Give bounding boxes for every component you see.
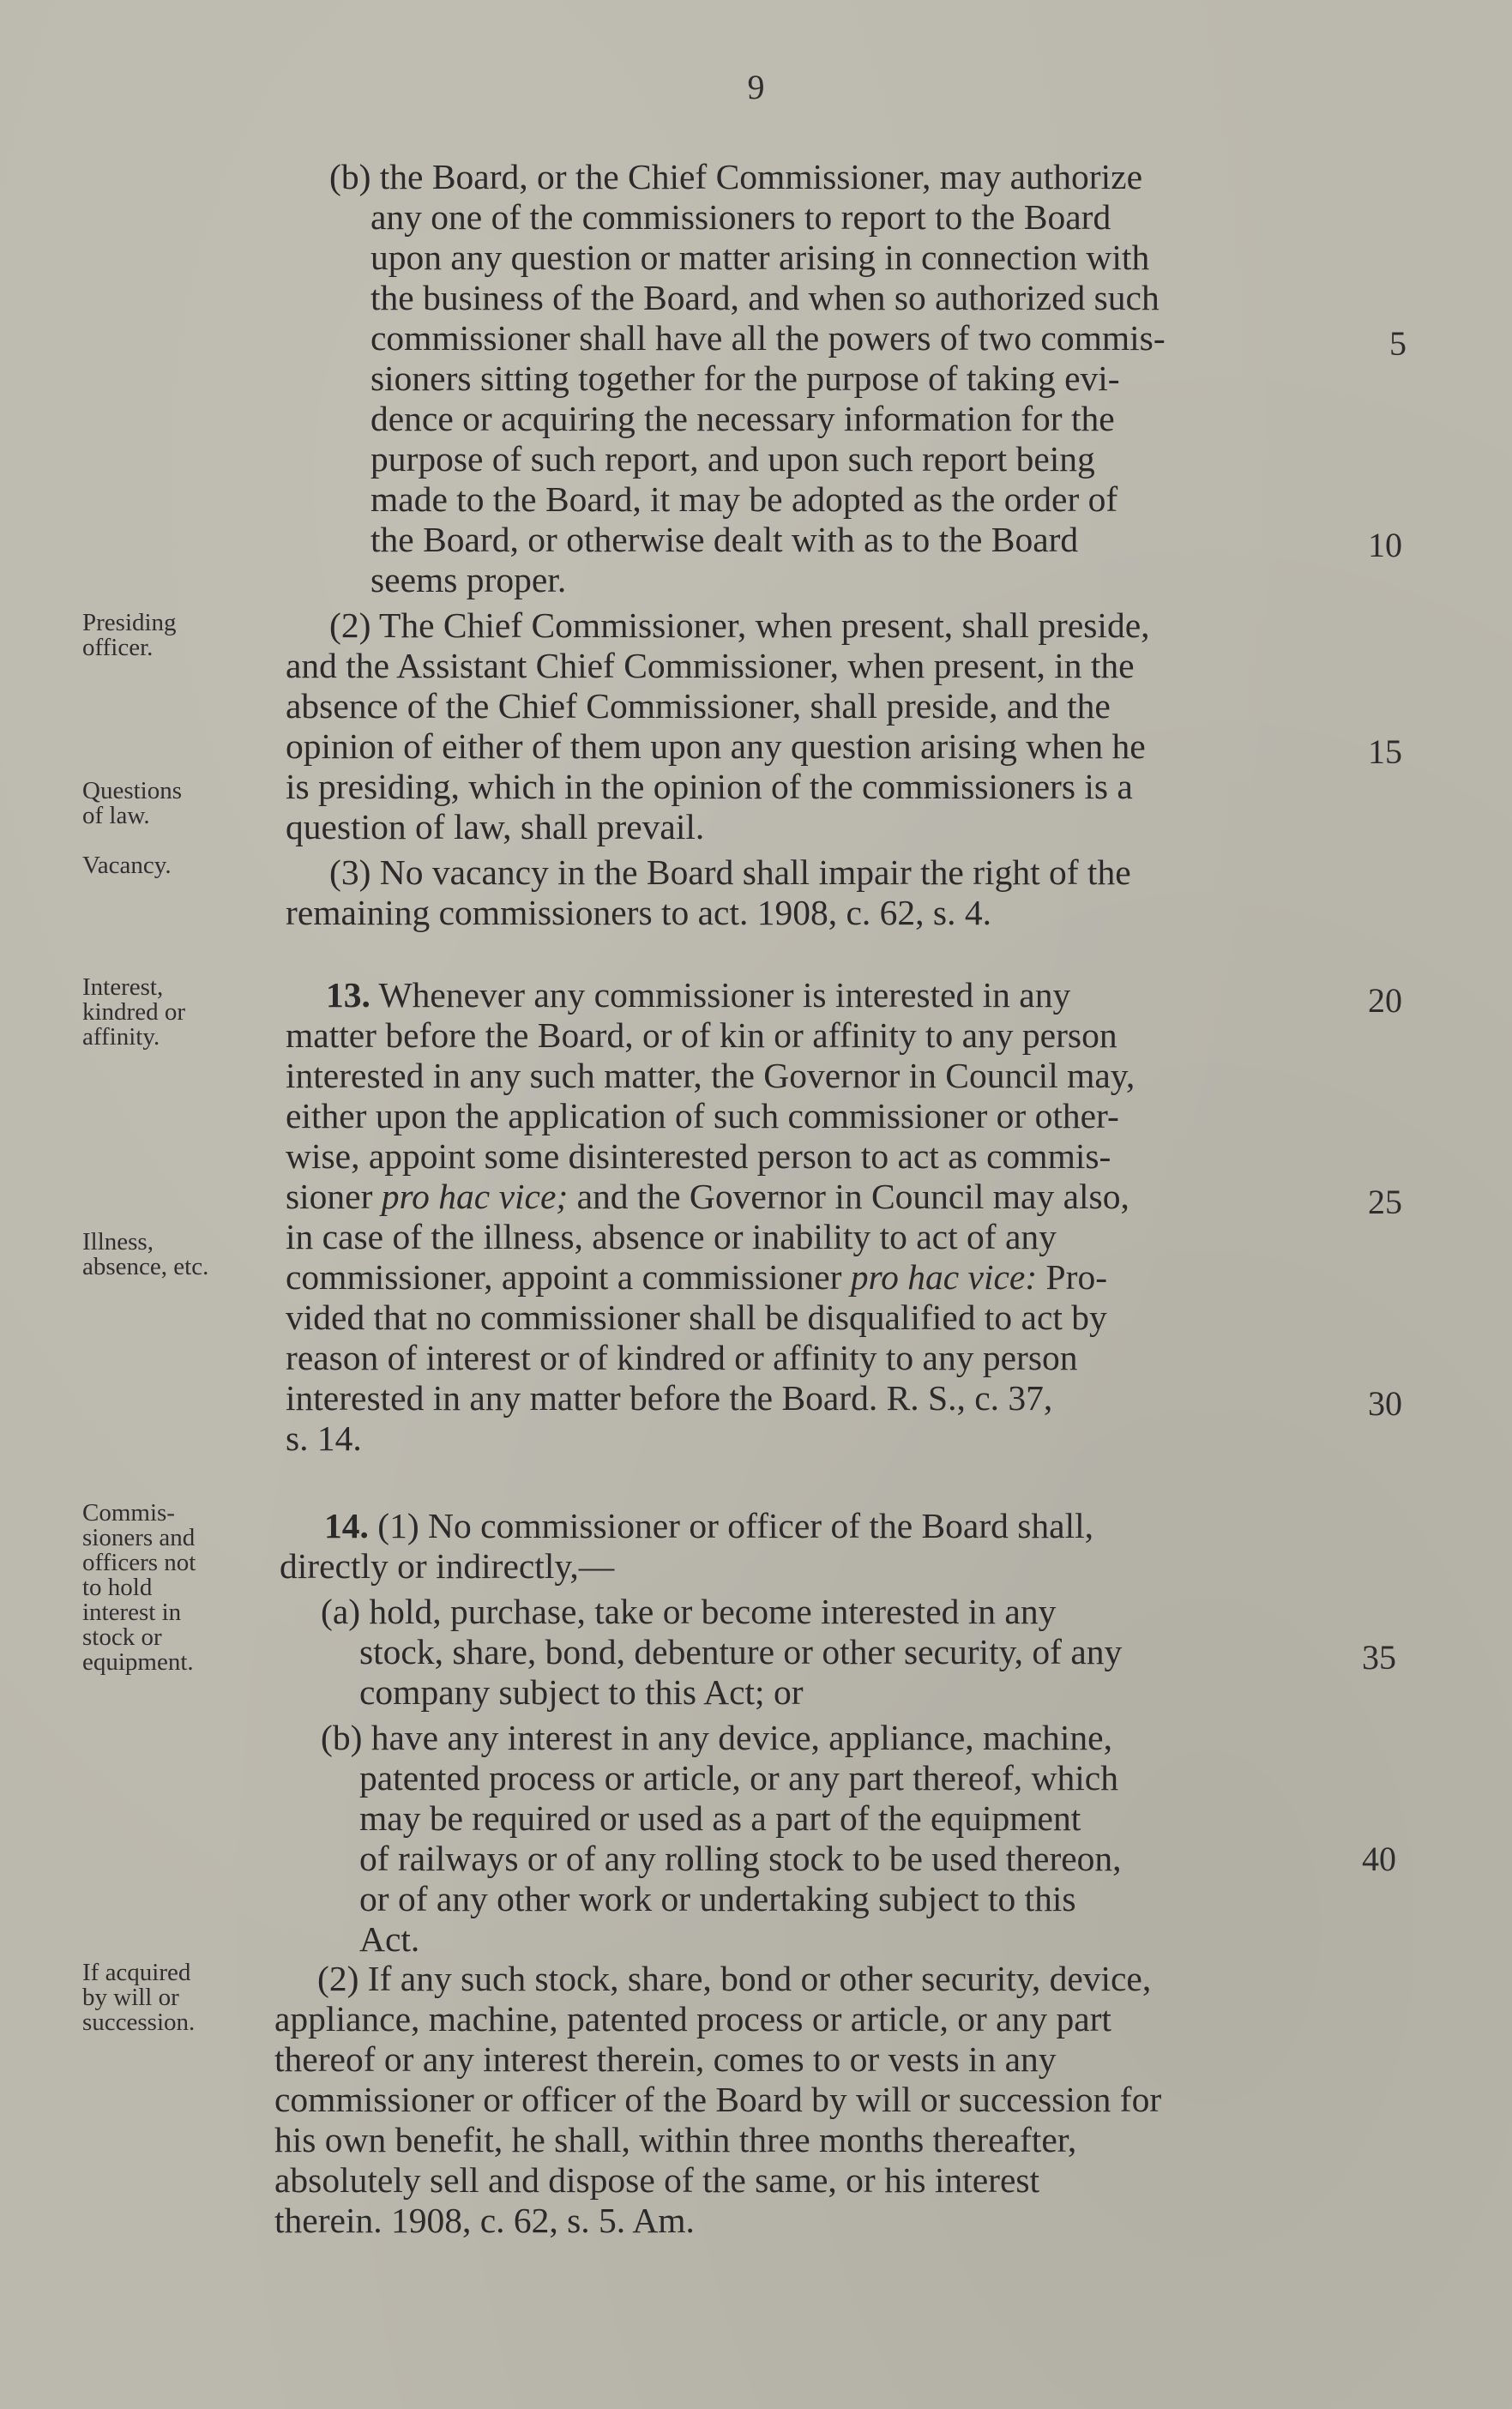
section-14-first-line xyxy=(324,1506,1093,1546)
body-line: and the Assistant Chief Commissioner, when present, in the xyxy=(286,646,1135,685)
body-line: vided that no commissioner shall be disqualified to act by xyxy=(286,1298,1107,1337)
body-line: sioners sitting together for the purpose of taking evi- xyxy=(370,358,1120,398)
italic-latin-phrase: pro hac vice; xyxy=(381,1177,569,1216)
body-line: question of law, shall prevail. xyxy=(286,807,705,846)
body-line: his own benefit, he shall, within three months thereafter, xyxy=(274,2120,1077,2159)
body-line: is presiding, which in the opinion of the commissioners is a xyxy=(286,767,1133,806)
margin-note-line: Illness, xyxy=(82,1228,154,1256)
margin-note-line: to hold xyxy=(82,1574,153,1601)
body-line: (2) The Chief Commissioner, when present, shall preside, xyxy=(329,605,1150,645)
body-line: the Board, or otherwise dealt with as to the Board xyxy=(370,520,1079,559)
margin-note-line: Vacancy. xyxy=(82,852,172,879)
margin-note-line: officer. xyxy=(82,634,154,661)
body-line: (2) If any such stock, share, bond or other security, device, xyxy=(317,1959,1152,1998)
margin-note-illness-absence xyxy=(82,1230,254,1280)
body-line: the business of the Board, and when so authorized such xyxy=(370,278,1160,317)
body-line: patented process or article, or any part thereof, which xyxy=(359,1758,1118,1798)
margin-note-line: Interest, xyxy=(82,973,164,1001)
body-line: company subject to this Act; or xyxy=(359,1672,804,1712)
body-text: and the Governor in Council may also, xyxy=(576,1177,1129,1216)
line-number: 25 xyxy=(1368,1183,1402,1221)
margin-note-questions-of-law xyxy=(82,779,254,828)
section-number: 13. xyxy=(326,975,370,1015)
body-line: commissioner shall have all the powers of two commis- xyxy=(370,318,1166,358)
body-line: remaining commissioners to act. 1908, c. 62, s. 4. xyxy=(286,893,991,932)
body-line: purpose of such report, and upon such report being xyxy=(370,439,1095,479)
margin-note-line: succession. xyxy=(82,2009,196,2036)
line-number: 30 xyxy=(1368,1384,1402,1423)
body-text: sioner xyxy=(286,1177,373,1216)
line-number: 40 xyxy=(1362,1840,1396,1878)
body-line-with-italic xyxy=(286,1177,1129,1217)
body-line: (3) No vacancy in the Board shall impair the right of the xyxy=(329,852,1131,892)
body-line: reason of interest or of kindred or affinity to any person xyxy=(286,1338,1078,1377)
margin-note-line: by will or xyxy=(82,1984,179,2011)
line-number: 10 xyxy=(1368,526,1402,564)
margin-note-line: kindred or xyxy=(82,998,185,1026)
margin-note-line: stock or xyxy=(82,1623,162,1651)
body-line: thereof or any interest therein, comes to or vests in any xyxy=(274,2039,1057,2079)
body-line: wise, appoint some disinterested person to act as commis- xyxy=(286,1136,1111,1176)
margin-note-line: Questions xyxy=(82,777,182,804)
margin-note-no-interest-in-stock xyxy=(82,1501,254,1675)
body-line: absence of the Chief Commissioner, shall preside, and the xyxy=(286,686,1111,726)
margin-note-line: Commis- xyxy=(82,1499,175,1527)
margin-note-line: equipment. xyxy=(82,1648,194,1676)
body-text: (1) No commissioner or officer of the Board shall, xyxy=(377,1506,1094,1545)
body-line: upon any question or matter arising in connection with xyxy=(370,238,1150,277)
margin-note-line: absence, etc. xyxy=(82,1253,209,1280)
body-text: commissioner, appoint a commissioner xyxy=(286,1257,842,1297)
margin-note-line: interest in xyxy=(82,1599,182,1626)
margin-note-interest-kindred xyxy=(82,975,254,1050)
body-line: Act. xyxy=(359,1919,420,1959)
margin-note-presiding-officer xyxy=(82,611,254,660)
margin-note-will-or-succession xyxy=(82,1960,254,2035)
line-number: 5 xyxy=(1389,324,1407,363)
body-line: (b) the Board, or the Chief Commissioner, may authorize xyxy=(329,157,1142,196)
body-text: Whenever any commissioner is interested in any xyxy=(378,975,1071,1015)
body-line: directly or indirectly,— xyxy=(280,1546,615,1586)
line-number: 15 xyxy=(1368,732,1402,771)
body-line: (a) hold, purchase, take or become interested in any xyxy=(321,1592,1057,1631)
body-line: in case of the illness, absence or inability to act of any xyxy=(286,1217,1057,1256)
body-line: dence or acquiring the necessary information for the xyxy=(370,399,1115,438)
body-line: interested in any matter before the Board. R. S., c. 37, xyxy=(286,1378,1053,1418)
body-line: may be required or used as a part of the equipment xyxy=(359,1798,1081,1838)
margin-note-line: Presiding xyxy=(82,609,177,636)
body-line: absolutely sell and dispose of the same, or his interest xyxy=(274,2160,1040,2200)
margin-note-line: officers not xyxy=(82,1549,196,1576)
italic-latin-phrase: pro hac vice: xyxy=(850,1257,1038,1297)
body-line: interested in any such matter, the Governor in Council may, xyxy=(286,1056,1136,1095)
body-line: therein. 1908, c. 62, s. 5. Am. xyxy=(274,2201,695,2240)
body-line: s. 14. xyxy=(286,1418,362,1458)
section-number: 14. xyxy=(324,1506,369,1545)
body-line: appliance, machine, patented process or article, or any part xyxy=(274,1999,1111,2039)
margin-note-line: affinity. xyxy=(82,1023,160,1051)
body-line: either upon the application of such commissioner or other- xyxy=(286,1096,1119,1135)
body-line: seems proper. xyxy=(370,560,567,599)
line-number: 20 xyxy=(1368,981,1402,1020)
body-line: commissioner or officer of the Board by will or succession for xyxy=(274,2080,1162,2119)
page-number: 9 xyxy=(747,68,765,106)
margin-note-line: sioners and xyxy=(82,1524,196,1551)
margin-note-line: If acquired xyxy=(82,1959,191,1986)
body-line: or of any other work or undertaking subject to this xyxy=(359,1879,1076,1918)
body-line: made to the Board, it may be adopted as the order of xyxy=(370,479,1118,519)
body-line: matter before the Board, or of kin or affinity to any person xyxy=(286,1015,1117,1055)
margin-note-line: of law. xyxy=(82,802,150,829)
body-line: stock, share, bond, debenture or other security, of any xyxy=(359,1632,1123,1671)
body-line-with-italic xyxy=(286,1257,1107,1298)
body-line: any one of the commissioners to report to the Board xyxy=(370,197,1111,237)
line-number: 35 xyxy=(1362,1638,1396,1677)
body-text: Pro- xyxy=(1045,1257,1108,1297)
margin-note-vacancy xyxy=(82,853,254,878)
body-line: (b) have any interest in any device, appliance, machine, xyxy=(321,1718,1112,1757)
section-13-first-line xyxy=(326,975,1070,1015)
body-line: opinion of either of them upon any question arising when he xyxy=(286,726,1146,766)
body-line: of railways or of any rolling stock to be used thereon, xyxy=(359,1839,1122,1878)
